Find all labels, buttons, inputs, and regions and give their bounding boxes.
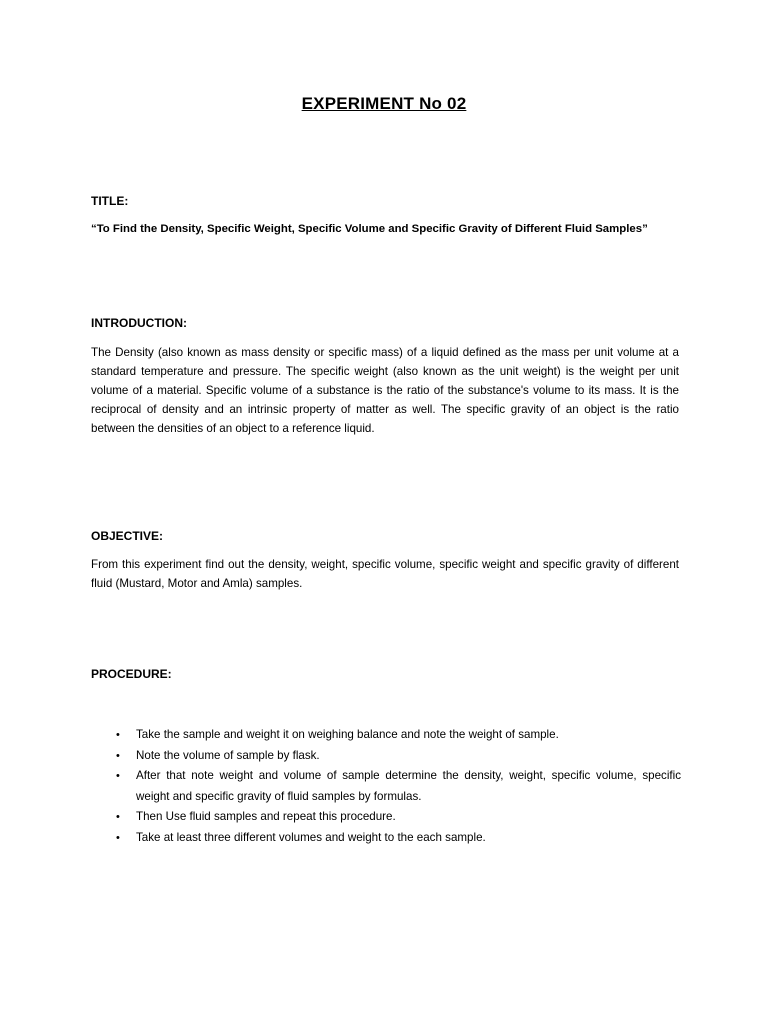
bullet-icon: • [116,831,120,844]
introduction-paragraph: The Density (also known as mass density or specific mass) of a liquid defined as the mass per unit volume at a standard temperature and pressure. The specific weight (also known as the unit weight) is the weight per unit volume of a material. Specific volume of a substance is the ratio of the substance's volume to its mass. It is the reciprocal of density and an intrinsic property of matter as well. The specific gravity of an object is the ratio between the densities of an object to a reference liquid. [91,346,679,435]
bullet-icon: • [116,770,120,782]
procedure-list [91,725,681,848]
introduction-heading: INTRODUCTION: [91,316,187,330]
objective-heading: OBJECTIVE: [91,529,164,543]
procedure-step-text: Note the volume of sample by flask. [136,748,320,762]
title-heading: TITLE: [91,194,129,208]
procedure-heading: PROCEDURE: [91,667,172,681]
bullet-icon: • [116,729,120,741]
experiment-title-text: “To Find the Density, Specific Weight, Specific Volume and Specific Gravity of Different Fluid Samples” [91,223,648,235]
objective-paragraph: From this experiment find out the density, weight, specific volume, specific weight and specific gravity of different fluid (Mustard, Motor and Amla) samples. [91,558,679,590]
procedure-step-text: Then Use fluid samples and repeat this procedure. [136,810,396,823]
bullet-icon: • [116,811,120,823]
procedure-step-text: Take at least three different volumes and weight to the each sample. [136,830,486,844]
document-title: EXPERIMENT No 02 [301,94,467,113]
procedure-step-text: After that note weight and volume of sample determine the density, weight, specific volume, specific weight and specific gravity of fluid samples by formulas. [136,769,681,803]
procedure-step-text: Take the sample and weight it on weighing balance and note the weight of sample. [136,728,559,741]
procedure-step [91,766,681,807]
bullet-icon: • [116,749,120,762]
procedure-step [91,725,681,746]
procedure-step [91,746,681,767]
procedure-step [91,807,681,828]
procedure-step [91,828,681,849]
